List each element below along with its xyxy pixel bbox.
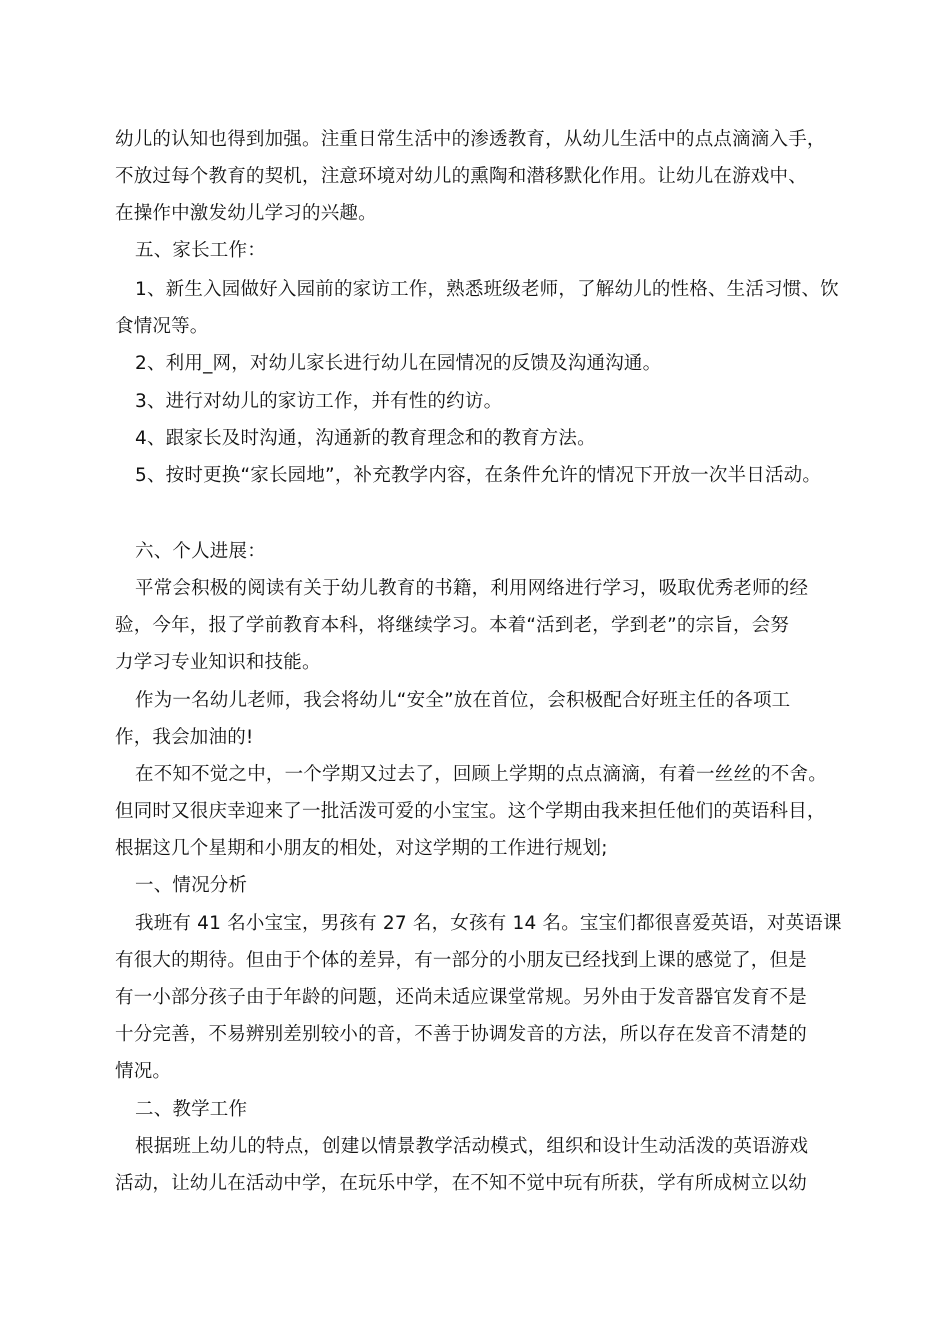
text-line: 验，今年，报了学前教育本科，将继续学习。本着“活到老，学到老”的宗旨，会努 [115, 615, 790, 636]
text-line: 在操作中激发幼儿学习的兴趣。 [115, 203, 377, 224]
section-heading: 二、教学工作 [135, 1099, 248, 1120]
section-heading: 五、家长工作： [135, 240, 266, 261]
text-line: 食情况等。 [115, 316, 209, 337]
text-line: 根据班上幼儿的特点，创建以情景教学活动模式，组织和设计生动活泼的英语游戏 [135, 1136, 809, 1157]
text-line: 平常会积极的阅读有关于幼儿教育的书籍，利用网络进行学习，吸取优秀老师的经 [135, 578, 809, 599]
text-line: 但同时又很庆幸迎来了一批活泼可爱的小宝宝。这个学期由我来担任他们的英语科目， [115, 801, 826, 822]
text-line: 在不知不觉之中，一个学期又过去了，回顾上学期的点点滴滴，有着一丝丝的不舍。 [135, 764, 827, 785]
text-line: 十分完善，不易辨别差别较小的音，不善于协调发音的方法，所以存在发音不清楚的 [115, 1024, 807, 1045]
text-line: 力学习专业知识和技能。 [115, 652, 321, 673]
list-item: 5、按时更换“家长园地”，补充教学内容，在条件允许的情况下开放一次半日活动。 [135, 465, 822, 486]
text-line: 情况。 [115, 1061, 172, 1082]
text-line: 作为一名幼儿老师，我会将幼儿“安全”放在首位，会积极配合好班主任的各项工 [135, 690, 791, 711]
section-heading: 六、个人进展： [135, 541, 266, 562]
section-heading: 一、情况分析 [135, 875, 248, 896]
text-line: 我班有 41 名小宝宝，男孩有 27 名，女孩有 14 名。宝宝们都很喜爱英语，对英语课 [135, 913, 842, 934]
list-item: 2、利用_网，对幼儿家长进行幼儿在园情况的反馈及沟通沟通。 [135, 353, 662, 374]
text-line: 有一小部分孩子由于年龄的问题，还尚未适应课堂常规。另外由于发音器官发育不是 [115, 987, 807, 1008]
text-line: 幼儿的认知也得到加强。注重日常生活中的渗透教育，从幼儿生活中的点点滴滴入手， [115, 129, 826, 150]
list-item: 4、跟家长及时沟通，沟通新的教育理念和的教育方法。 [135, 428, 596, 449]
text-line: 活动，让幼儿在活动中学，在玩乐中学，在不知不觉中玩有所获，学有所成树立以幼 [115, 1173, 807, 1194]
text-line: 作，我会加油的! [115, 727, 254, 748]
text-line: 有很大的期待。但由于个体的差异，有一部分的小朋友已经找到上课的感觉了，但是 [115, 950, 807, 971]
text-line: 不放过每个教育的契机，注意环境对幼儿的熏陶和潜移默化作用。让幼儿在游戏中、 [115, 166, 807, 187]
text-line: 根据这几个星期和小朋友的相处，对这学期的工作进行规划; [115, 838, 608, 859]
list-item: 1、新生入园做好入园前的家访工作，熟悉班级老师，了解幼儿的性格、生活习惯、饮 [135, 279, 839, 300]
list-item: 3、进行对幼儿的家访工作，并有性的约访。 [135, 391, 503, 412]
